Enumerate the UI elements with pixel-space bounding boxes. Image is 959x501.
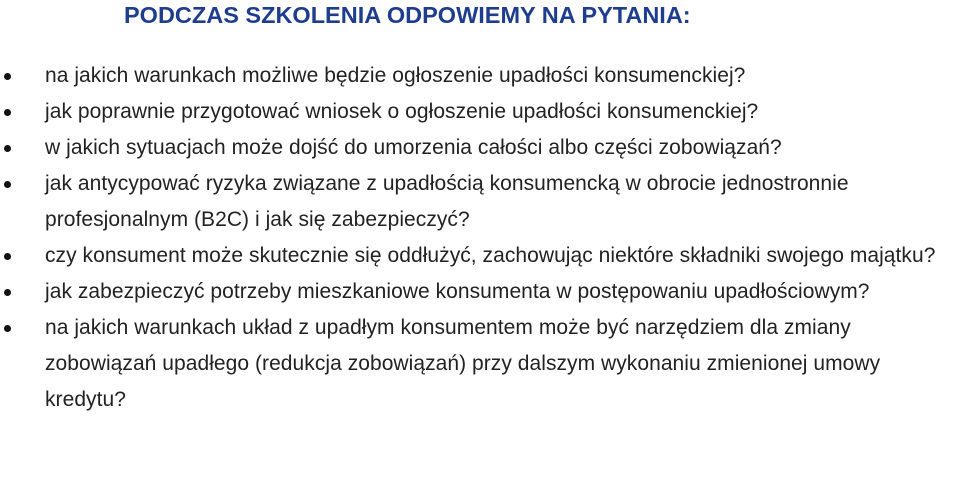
list-item (0, 130, 959, 166)
bullet-icon (4, 325, 11, 332)
question-text: na jakich warunkach możliwe będzie ogłoszenie upadłości konsumenckiej? (45, 64, 746, 87)
list-item (0, 274, 959, 310)
question-text: w jakich sytuacjach może dojść do umorzenia całości albo części zobowiązań? (45, 136, 782, 159)
page-heading: PODCZAS SZKOLENIA ODPOWIEMY NA PYTANIA: (124, 2, 691, 28)
question-text: jak poprawnie przygotować wniosek o ogłoszenie upadłości konsumenckiej? (45, 100, 759, 123)
bullet-icon (4, 109, 11, 116)
question-text: czy konsument może skutecznie się oddłużyć, zachowując niektóre składniki swojego majątku? (45, 244, 936, 267)
questions-list (0, 58, 959, 418)
bullet-icon (4, 145, 11, 152)
bullet-icon (4, 253, 11, 260)
question-text: jak zabezpieczyć potrzeby mieszkaniowe konsumenta w postępowaniu upadłościowym? (45, 280, 870, 303)
bullet-icon (4, 181, 11, 188)
list-item (0, 58, 959, 94)
list-item (0, 238, 959, 274)
bullet-icon (4, 289, 11, 296)
list-item (0, 94, 959, 130)
list-item (0, 310, 959, 418)
bullet-icon (4, 73, 11, 80)
question-text: na jakich warunkach układ z upadłym konsumentem może być narzędziem dla zmiany zobowiązań upadłego (redukcja zobowiązań) przy dalszym wykonaniu zmienionej umowy kredytu? (45, 316, 881, 411)
question-text: jak antycypować ryzyka związane z upadłością konsumencką w obrocie jednostronnie profesjonalnym (B2C) i jak się zabezpieczyć? (45, 172, 849, 231)
list-item (0, 166, 959, 238)
